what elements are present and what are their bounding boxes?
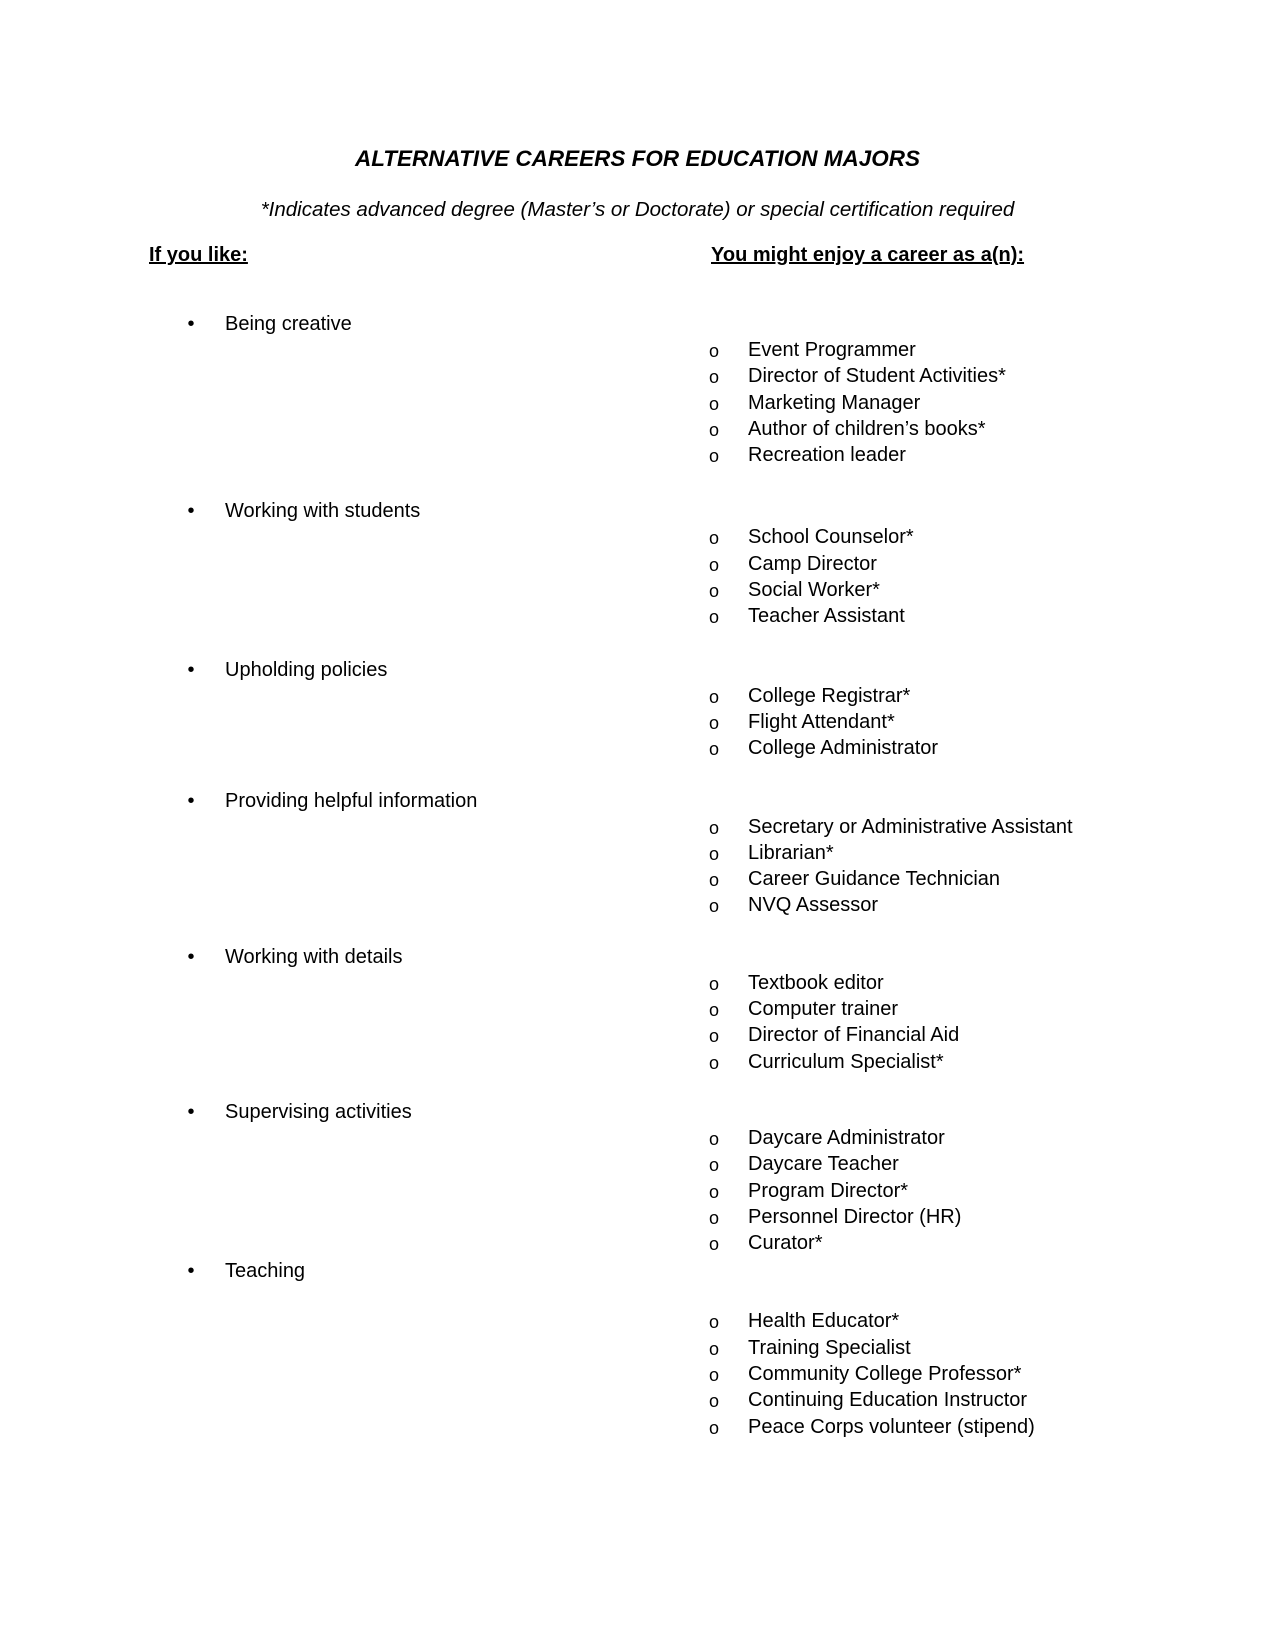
- career-item: [0, 1206, 1275, 1232]
- circle-bullet-icon: o: [709, 1000, 720, 1021]
- career-group: [0, 790, 1275, 921]
- career-item: [0, 998, 1275, 1024]
- interest-label: Working with students: [225, 500, 421, 523]
- career-label: Teacher Assistant: [748, 605, 905, 628]
- circle-bullet-icon: o: [709, 870, 720, 891]
- career-item: [0, 418, 1275, 444]
- circle-bullet-icon: o: [709, 393, 720, 414]
- circle-bullet-icon: o: [709, 581, 720, 602]
- career-label: Social Worker*: [748, 579, 880, 602]
- circle-bullet-icon: o: [709, 607, 720, 628]
- bullet-icon: •: [187, 789, 195, 812]
- circle-bullet-icon: o: [709, 896, 720, 917]
- career-label: Daycare Administrator: [748, 1126, 945, 1149]
- circle-bullet-icon: o: [709, 739, 720, 760]
- career-item: [0, 1337, 1275, 1363]
- career-label: Continuing Education Instructor: [748, 1389, 1028, 1412]
- career-item: [0, 1389, 1275, 1415]
- circle-bullet-icon: o: [709, 1026, 720, 1047]
- circle-bullet-icon: o: [709, 817, 720, 838]
- interest-label: Working with details: [225, 945, 403, 968]
- career-item: [0, 365, 1275, 391]
- bullet-icon: •: [187, 1260, 195, 1283]
- career-item: [0, 1180, 1275, 1206]
- circle-bullet-icon: o: [709, 1128, 720, 1149]
- career-label: Camp Director: [748, 552, 877, 575]
- circle-bullet-icon: o: [709, 446, 720, 467]
- career-label: Marketing Manager: [748, 391, 921, 414]
- career-item: [0, 685, 1275, 711]
- circle-bullet-icon: o: [709, 686, 720, 707]
- career-item: [0, 737, 1275, 763]
- circle-bullet-icon: o: [709, 341, 720, 361]
- career-list: [0, 339, 1275, 470]
- career-list: [0, 685, 1275, 764]
- career-groups: [0, 313, 1275, 1442]
- career-label: Director of Student Activities*: [748, 365, 1006, 388]
- circle-bullet-icon: o: [709, 1155, 720, 1176]
- career-label: Curator*: [748, 1232, 823, 1255]
- career-item: [0, 444, 1275, 470]
- circle-bullet-icon: o: [709, 712, 720, 733]
- career-list: [0, 972, 1275, 1077]
- career-item: [0, 842, 1275, 868]
- circle-bullet-icon: o: [709, 554, 720, 575]
- career-item: [0, 553, 1275, 579]
- career-item: [0, 605, 1275, 631]
- circle-bullet-icon: o: [709, 367, 720, 388]
- bullet-icon: •: [187, 945, 195, 968]
- interest-item: [0, 1101, 1275, 1127]
- career-item: [0, 1153, 1275, 1179]
- career-label: Community College Professor*: [748, 1363, 1022, 1386]
- career-label: Flight Attendant*: [748, 710, 895, 733]
- bullet-icon: •: [187, 313, 195, 335]
- career-item: [0, 526, 1275, 552]
- career-list: [0, 1127, 1275, 1258]
- interest-item: [0, 946, 1275, 972]
- career-label: Textbook editor: [748, 971, 884, 994]
- interest-item: [0, 1260, 1275, 1286]
- career-label: Event Programmer: [748, 339, 916, 361]
- career-item: [0, 711, 1275, 737]
- career-label: Program Director*: [748, 1179, 909, 1202]
- career-item: [0, 1416, 1275, 1442]
- interest-item: [0, 313, 1275, 339]
- career-item: [0, 894, 1275, 920]
- career-label: Personnel Director (HR): [748, 1205, 962, 1228]
- career-label: College Administrator: [748, 737, 939, 760]
- career-label: Daycare Teacher: [748, 1153, 899, 1176]
- circle-bullet-icon: o: [709, 1207, 720, 1228]
- career-list: [0, 1310, 1275, 1441]
- circle-bullet-icon: o: [709, 1391, 720, 1412]
- circle-bullet-icon: o: [709, 1234, 720, 1255]
- career-item: [0, 1051, 1275, 1077]
- career-item: [0, 1127, 1275, 1153]
- circle-bullet-icon: o: [709, 973, 720, 994]
- career-label: College Registrar*: [748, 684, 911, 707]
- career-item: [0, 392, 1275, 418]
- career-item: [0, 1232, 1275, 1258]
- circle-bullet-icon: o: [709, 1181, 720, 1202]
- career-item: [0, 1024, 1275, 1050]
- career-label: Secretary or Administrative Assistant: [748, 815, 1073, 838]
- career-label: Health Educator*: [748, 1310, 900, 1333]
- interest-item: [0, 659, 1275, 685]
- career-label: NVQ Assessor: [748, 894, 879, 917]
- career-item: [0, 1363, 1275, 1389]
- circle-bullet-icon: o: [709, 528, 720, 549]
- career-group: [0, 946, 1275, 1077]
- career-group: [0, 1260, 1275, 1441]
- circle-bullet-icon: o: [709, 1052, 720, 1073]
- career-list: [0, 816, 1275, 921]
- career-item: [0, 816, 1275, 842]
- certification-note: *Indicates advanced degree (Master’s or Doctorate) or special certification required: [260, 198, 1015, 221]
- career-label: Recreation leader: [748, 444, 906, 467]
- career-label: Peace Corps volunteer (stipend): [748, 1415, 1035, 1438]
- career-item: [0, 339, 1275, 365]
- interest-label: Upholding policies: [225, 658, 388, 681]
- circle-bullet-icon: o: [709, 419, 720, 440]
- bullet-icon: •: [187, 1100, 195, 1123]
- circle-bullet-icon: o: [709, 843, 720, 864]
- interests-column-header: If you like:: [149, 244, 248, 266]
- career-label: School Counselor*: [748, 526, 914, 549]
- career-group: [0, 500, 1275, 631]
- interest-item: [0, 500, 1275, 526]
- interest-label: Teaching: [225, 1260, 306, 1283]
- careers-column-header: You might enjoy a career as a(n):: [711, 244, 1025, 266]
- career-group: [0, 313, 1275, 470]
- interest-label: Being creative: [225, 313, 352, 335]
- circle-bullet-icon: o: [709, 1365, 720, 1386]
- career-label: Director of Financial Aid: [748, 1024, 960, 1047]
- bullet-icon: •: [187, 658, 195, 681]
- interest-item: [0, 790, 1275, 816]
- career-label: Curriculum Specialist*: [748, 1050, 944, 1073]
- interest-label: Supervising activities: [225, 1100, 412, 1123]
- career-item: [0, 579, 1275, 605]
- interest-label: Providing helpful information: [225, 789, 478, 812]
- career-item: [0, 868, 1275, 894]
- bullet-icon: •: [187, 500, 195, 523]
- career-group: [0, 659, 1275, 764]
- circle-bullet-icon: o: [709, 1338, 720, 1359]
- career-label: Author of children’s books*: [748, 417, 986, 440]
- career-item: [0, 972, 1275, 998]
- career-label: Librarian*: [748, 841, 834, 864]
- career-label: Training Specialist: [748, 1336, 911, 1359]
- career-item: [0, 1310, 1275, 1336]
- career-label: Computer trainer: [748, 998, 899, 1021]
- career-list: [0, 526, 1275, 631]
- document-title: ALTERNATIVE CAREERS FOR EDUCATION MAJORS: [354, 146, 921, 171]
- career-label: Career Guidance Technician: [748, 868, 1001, 891]
- career-group: [0, 1101, 1275, 1258]
- circle-bullet-icon: o: [709, 1312, 720, 1333]
- circle-bullet-icon: o: [709, 1417, 720, 1438]
